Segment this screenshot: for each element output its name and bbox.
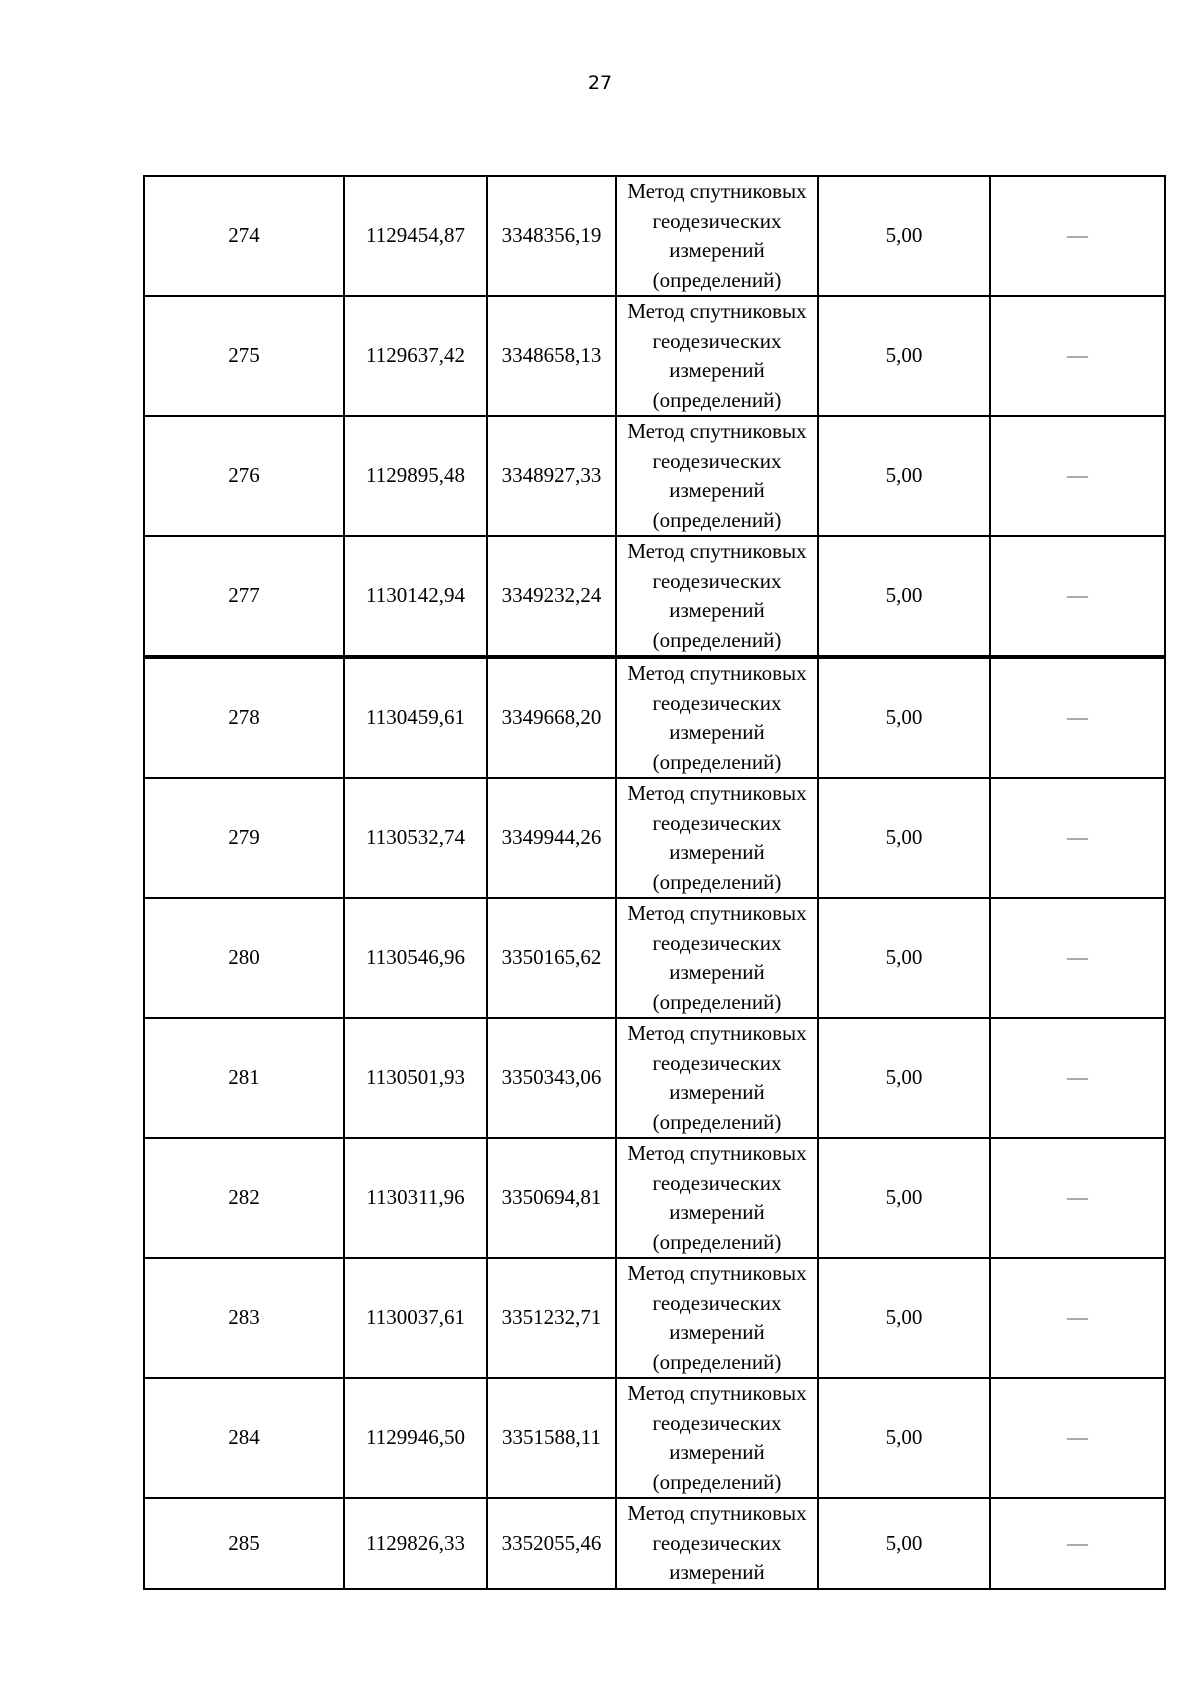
method-line: (определений) — [652, 1349, 782, 1374]
method-line: геодезических — [652, 448, 782, 473]
y-coordinate-cell: 3348658,13 — [487, 296, 616, 416]
x-coordinate-cell: 1129895,48 — [344, 416, 487, 536]
table-row — [144, 1138, 1165, 1258]
coordinates-table-body — [144, 176, 1165, 1589]
method-line: измерений — [669, 840, 765, 864]
x-coordinate-cell: 1130311,96 — [344, 1138, 487, 1258]
note-cell: — — [990, 176, 1165, 296]
method-line: геодезических — [652, 208, 782, 233]
table-row — [144, 416, 1165, 536]
method-line: Метод спутниковых — [627, 1141, 807, 1165]
x-coordinate-cell: 1130459,61 — [344, 657, 487, 778]
accuracy-cell: 5,00 — [818, 1018, 990, 1138]
method-cell — [616, 1018, 818, 1138]
method-line: геодезических — [652, 930, 782, 955]
method-line: Метод спутниковых — [627, 1261, 807, 1285]
method-cell — [616, 1378, 818, 1498]
note-cell: — — [990, 1018, 1165, 1138]
point-number-cell: 281 — [144, 1018, 344, 1138]
note-cell: — — [990, 898, 1165, 1018]
method-line: измерений — [669, 960, 765, 984]
accuracy-cell: 5,00 — [818, 416, 990, 536]
table-row — [144, 1498, 1165, 1589]
method-line: (определений) — [652, 749, 782, 774]
method-line: Метод спутниковых — [627, 179, 807, 203]
x-coordinate-cell: 1130532,74 — [344, 778, 487, 898]
x-coordinate-cell: 1129637,42 — [344, 296, 487, 416]
method-line: Метод спутниковых — [627, 1021, 807, 1045]
method-line: геодезических — [652, 1050, 782, 1075]
method-line: Метод спутниковых — [627, 419, 807, 443]
point-number-cell: 282 — [144, 1138, 344, 1258]
note-cell: — — [990, 1378, 1165, 1498]
method-cell — [616, 778, 818, 898]
method-line: измерений — [669, 478, 765, 502]
method-cell — [616, 416, 818, 536]
method-line: Метод спутниковых — [627, 1501, 807, 1526]
x-coordinate-cell: 1129946,50 — [344, 1378, 487, 1498]
method-cell — [616, 1258, 818, 1378]
y-coordinate-cell: 3349668,20 — [487, 657, 616, 778]
method-line: (определений) — [652, 989, 782, 1014]
method-line: (определений) — [652, 1229, 782, 1254]
method-cell — [616, 1498, 818, 1589]
method-line: Метод спутниковых — [627, 901, 807, 925]
accuracy-cell: 5,00 — [818, 1498, 990, 1589]
note-cell: — — [990, 1258, 1165, 1378]
method-line: Метод спутниковых — [627, 1381, 807, 1405]
note-cell: — — [990, 296, 1165, 416]
accuracy-cell: 5,00 — [818, 898, 990, 1018]
accuracy-cell: 5,00 — [818, 176, 990, 296]
point-number-cell: 285 — [144, 1498, 344, 1589]
method-line: Метод спутниковых — [627, 299, 807, 323]
method-line: (определений) — [652, 267, 782, 292]
x-coordinate-cell: 1129826,33 — [344, 1498, 487, 1589]
accuracy-cell: 5,00 — [818, 1138, 990, 1258]
method-line: геодезических — [652, 328, 782, 353]
y-coordinate-cell: 3350343,06 — [487, 1018, 616, 1138]
method-line: измерений — [669, 1080, 765, 1104]
accuracy-cell: 5,00 — [818, 296, 990, 416]
method-line: (определений) — [652, 1109, 782, 1134]
method-line: (определений) — [652, 387, 782, 412]
method-line: измерений — [669, 598, 765, 622]
method-line: измерений — [669, 720, 765, 744]
note-cell: — — [990, 416, 1165, 536]
method-line: геодезических — [652, 690, 782, 715]
accuracy-cell: 5,00 — [818, 536, 990, 657]
coordinates-table — [143, 175, 1166, 1590]
accuracy-cell: 5,00 — [818, 1258, 990, 1378]
method-line: (определений) — [652, 627, 782, 652]
method-line: измерений — [669, 238, 765, 262]
note-cell: — — [990, 1498, 1165, 1589]
method-line: геодезических — [652, 1290, 782, 1315]
table-row — [144, 898, 1165, 1018]
table-row — [144, 778, 1165, 898]
method-cell — [616, 176, 818, 296]
note-cell: — — [990, 536, 1165, 657]
method-line: измерений — [669, 358, 765, 382]
accuracy-cell: 5,00 — [818, 657, 990, 778]
method-cell — [616, 296, 818, 416]
y-coordinate-cell: 3348356,19 — [487, 176, 616, 296]
table-row — [144, 536, 1165, 657]
y-coordinate-cell: 3351588,11 — [487, 1378, 616, 1498]
method-line: геодезических — [652, 1170, 782, 1195]
y-coordinate-cell: 3349944,26 — [487, 778, 616, 898]
point-number-cell: 278 — [144, 657, 344, 778]
y-coordinate-cell: 3348927,33 — [487, 416, 616, 536]
method-line: (определений) — [652, 869, 782, 894]
point-number-cell: 279 — [144, 778, 344, 898]
method-line: измерений — [669, 1560, 765, 1585]
x-coordinate-cell: 1130142,94 — [344, 536, 487, 657]
point-number-cell: 280 — [144, 898, 344, 1018]
x-coordinate-cell: 1130546,96 — [344, 898, 487, 1018]
y-coordinate-cell: 3350694,81 — [487, 1138, 616, 1258]
note-cell: — — [990, 1138, 1165, 1258]
accuracy-cell: 5,00 — [818, 778, 990, 898]
y-coordinate-cell: 3350165,62 — [487, 898, 616, 1018]
table-row — [144, 1018, 1165, 1138]
y-coordinate-cell: 3349232,24 — [487, 536, 616, 657]
point-number-cell: 275 — [144, 296, 344, 416]
table-row — [144, 1378, 1165, 1498]
method-line: (определений) — [652, 1469, 782, 1494]
x-coordinate-cell: 1129454,87 — [344, 176, 487, 296]
point-number-cell: 283 — [144, 1258, 344, 1378]
method-line: Метод спутниковых — [627, 539, 807, 563]
method-line: геодезических — [652, 568, 782, 593]
method-line: Метод спутниковых — [627, 661, 807, 685]
accuracy-cell: 5,00 — [818, 1378, 990, 1498]
method-cell — [616, 1138, 818, 1258]
note-cell: — — [990, 657, 1165, 778]
method-line: измерений — [669, 1320, 765, 1344]
method-line: (определений) — [652, 507, 782, 532]
point-number-cell: 277 — [144, 536, 344, 657]
point-number-cell: 274 — [144, 176, 344, 296]
table-row — [144, 1258, 1165, 1378]
x-coordinate-cell: 1130501,93 — [344, 1018, 487, 1138]
point-number-cell: 276 — [144, 416, 344, 536]
method-line: геодезических — [652, 1530, 782, 1555]
y-coordinate-cell: 3351232,71 — [487, 1258, 616, 1378]
table-row — [144, 657, 1165, 778]
method-line: измерений — [669, 1200, 765, 1224]
x-coordinate-cell: 1130037,61 — [344, 1258, 487, 1378]
method-line: Метод спутниковых — [627, 781, 807, 805]
method-line: геодезических — [652, 810, 782, 835]
method-line: измерений — [669, 1440, 765, 1464]
y-coordinate-cell: 3352055,46 — [487, 1498, 616, 1589]
method-cell — [616, 657, 818, 778]
table-row — [144, 176, 1165, 296]
point-number-cell: 284 — [144, 1378, 344, 1498]
method-line: геодезических — [652, 1410, 782, 1435]
method-cell — [616, 536, 818, 657]
table-row — [144, 296, 1165, 416]
note-cell: — — [990, 778, 1165, 898]
method-cell — [616, 898, 818, 1018]
page-number: 27 — [587, 72, 613, 94]
